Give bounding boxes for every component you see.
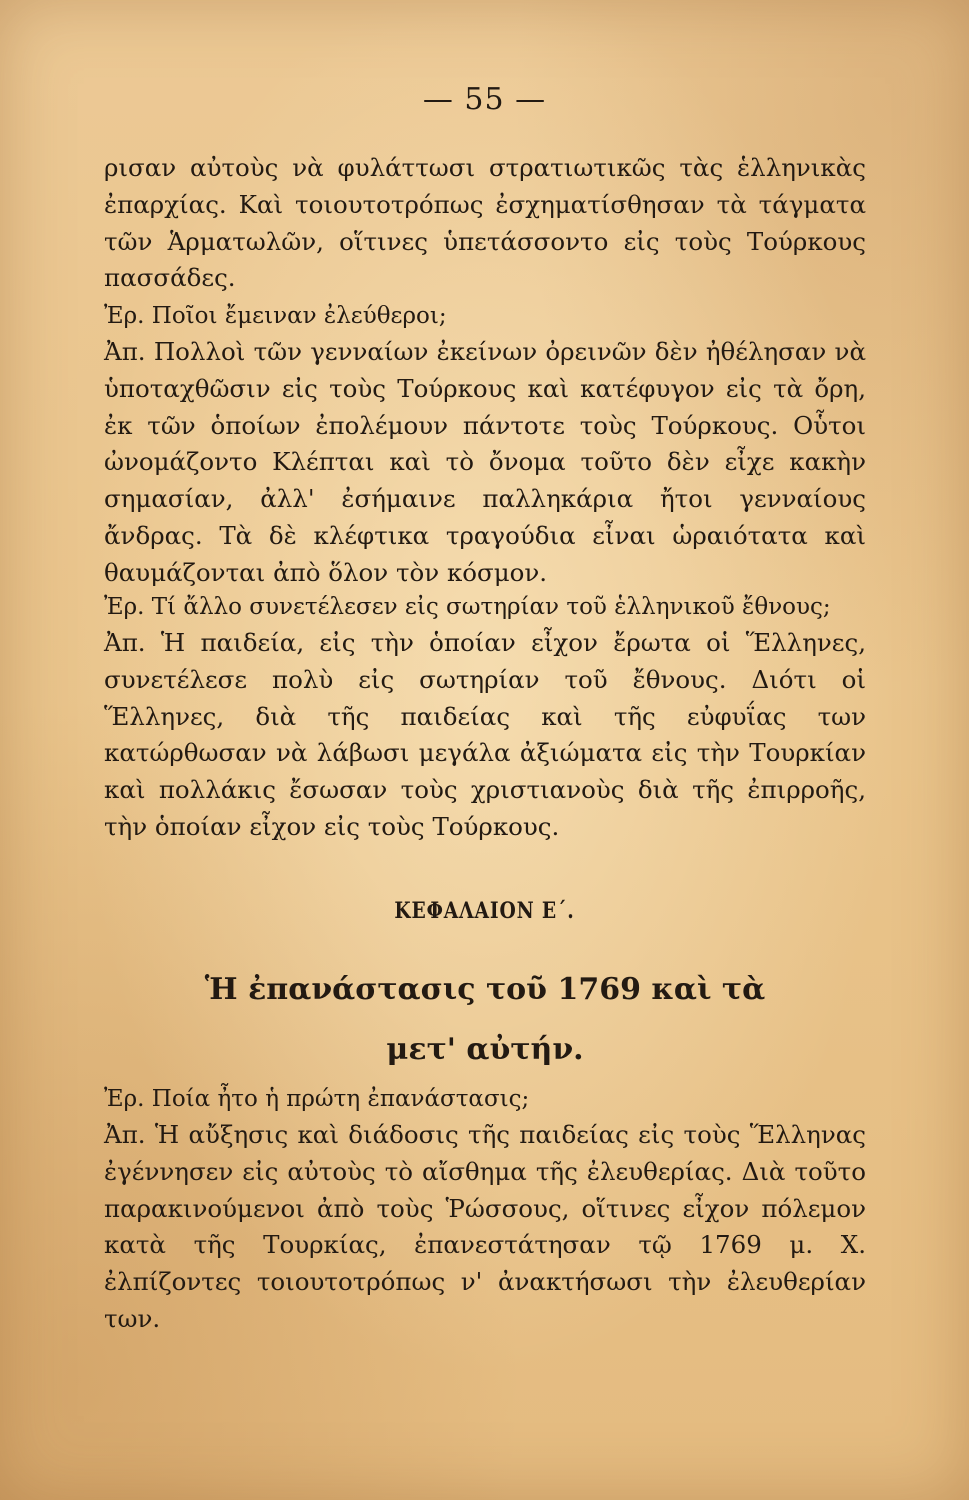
answer-klephts: Ἀπ. Πολλοὶ τῶν γενναίων ἐκείνων ὀρεινῶν δὲν ἠθέλησαν νὰ ὑποταχθῶσιν εἰς τοὺς Τούρκους καὶ κατέφυγον εἰς τὰ ὄρη, ἐκ τῶν ὁποίων ἐπολέμουν πάντοτε τοὺς Τούρκους. Οὗτοι ὠνομάζοντο Κλέπται καὶ τὸ ὄνομα τοῦτο δὲν εἶχε κακὴν σημασίαν, ἀλλ' ἐσήμαινε παλληκάρια ἤτοι γενναίους ἄνδρας. Τὰ δὲ κλέφτικα τραγούδια εἶναι ὡραιότατα καὶ θαυμάζονται ἀπὸ ὅλον τὸν κόσμον. bbox=[104, 337, 866, 587]
answer-first-revolution: Ἀπ. Ἡ αὔξησις καὶ διάδοσις τῆς παιδείας εἰς τοὺς Ἕλληνας ἐγέννησεν εἰς αὐτοὺς τὸ αἴσθημα τῆς ἐλευθερίας. Διὰ τοῦτο παρακινούμενοι ἀπὸ τοὺς Ῥώσσους, οἵτινες εἶχον πόλεμον κατὰ τῆς Τουρκίας, ἐπανεστάτησαν τῷ 1769 μ. Χ. ἐλπίζοντες τοιουτοτρόπως ν' ἀνακτήσωσι τὴν ἐλευθερίαν των. bbox=[104, 1120, 866, 1333]
page-number: — 55 — bbox=[422, 82, 547, 117]
chapter-heading: ΚΕΦΑΛΑΙΟΝ Ε΄. bbox=[394, 898, 575, 924]
question-who-remained-free: Ἐρ. Ποῖοι ἔμειναν ἐλεύθεροι; bbox=[104, 303, 447, 329]
paragraph-armatoloi: ρισαν αὐτοὺς νὰ φυλάττωσι στρατιωτικῶς τὰς ἑλληνικὰς ἐπαρχίας. Καὶ τοιουτοτρόπως ἐσχηματίσθησαν τὰ τάγματα τῶν Ἁρματωλῶν, οἵτινες ὑπετάσσοντο εἰς τοὺς Τούρκους πασσάδες. bbox=[104, 153, 866, 293]
question-first-revolution: Ἐρ. Ποία ἦτο ἡ πρώτη ἐπανάστασις; bbox=[104, 1086, 530, 1112]
answer-education: Ἀπ. Ἡ παιδεία, εἰς τὴν ὁποίαν εἶχον ἔρωτα οἱ Ἕλληνες, συνετέλεσε πολὺ εἰς σωτηρίαν τοῦ ἔθνους. Διότι οἱ Ἕλληνες, διὰ τῆς παιδείας καὶ τῆς εὐφυΐας των κατώρθωσαν νὰ λάβωσι μεγάλα ἀξιώματα εἰς τὴν Τουρκίαν καὶ πολλάκις ἔσωσαν τοὺς χριστιανοὺς διὰ τῆς ἐπιρροῆς, τὴν ὁποίαν εἶχον εἰς τοὺς Τούρκους. bbox=[104, 628, 866, 841]
chapter-title: Ἡ ἐπανάστασις τοῦ 1769 καὶ τὰ μετ' αὐτήν. bbox=[204, 972, 766, 1067]
question-what-else-contributed: Ἐρ. Τί ἄλλο συνετέλεσεν εἰς σωτηρίαν τοῦ ἑλληνικοῦ ἔθνους; bbox=[104, 594, 831, 620]
